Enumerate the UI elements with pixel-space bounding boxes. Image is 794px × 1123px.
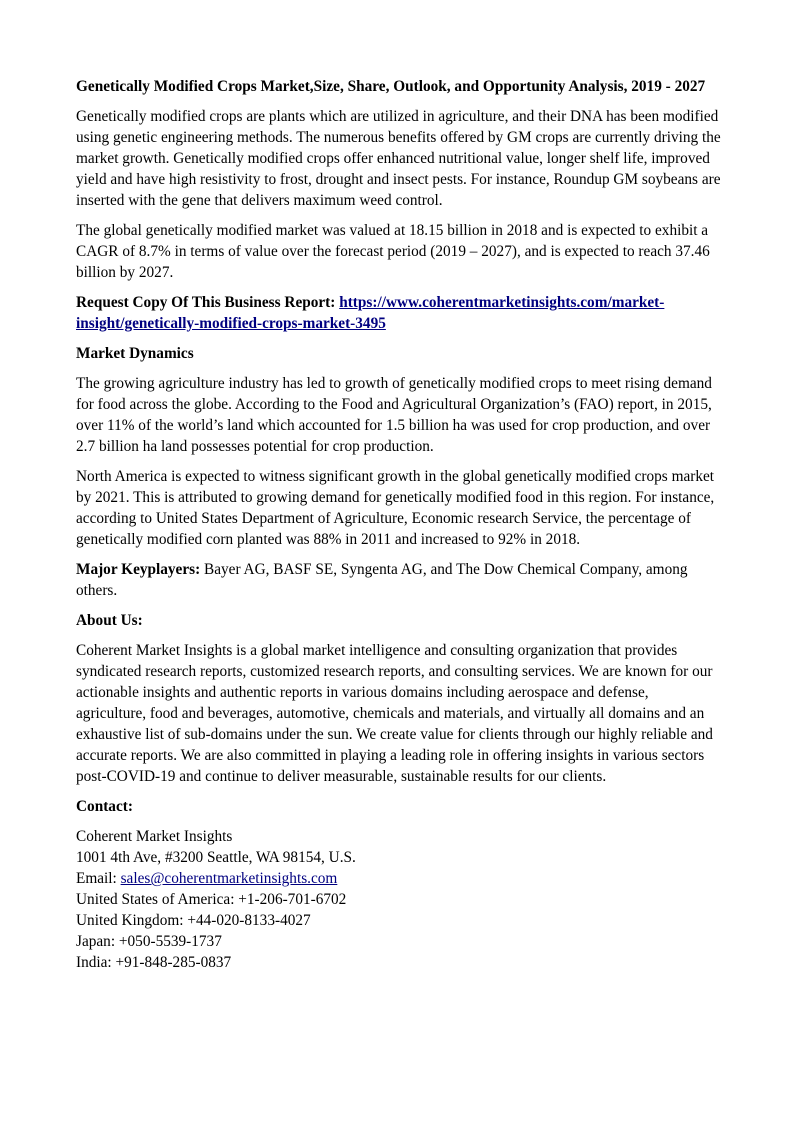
contact-email-label: Email:	[76, 870, 121, 887]
contact-phone-japan: Japan: +050-5539-1737	[76, 933, 222, 950]
document-page	[76, 76, 722, 973]
market-value-paragraph: The global genetically modified market was valued at 18.15 billion in 2018 and is expected to exhibit a CAGR of 8.7% in terms of value over the forecast period (2019 – 2027), and is expected to reach 37.46 billion by 2027.	[76, 222, 710, 281]
contact-phone-uk: United Kingdom: +44-020-8133-4027	[76, 912, 311, 929]
intro-paragraph: Genetically modified crops are plants which are utilized in agriculture, and their DNA has been modified using genetic engineering methods. The numerous benefits offered by GM crops are currently driving the market growth. Genetically modified crops offer enhanced nutritional value, longer shelf life, improved yield and have high resistivity to frost, drought and insect pests. For instance, Roundup GM soybeans are inserted with the gene that delivers maximum weed control.	[76, 108, 721, 209]
about-heading: About Us:	[76, 612, 143, 629]
contact-email-line	[76, 868, 722, 889]
contact-phone-india: India: +91-848-285-0837	[76, 954, 232, 971]
keyplayers-text: Bayer AG, BASF SE, Syngenta AG, and The Dow Chemical Company, among others.	[76, 561, 688, 599]
document-title: Genetically Modified Crops Market,Size, Share, Outlook, and Opportunity Analysis, 2019 - 2027	[76, 78, 706, 95]
keyplayers-paragraph	[76, 559, 722, 601]
contact-address: 1001 4th Ave, #3200 Seattle, WA 98154, U.S.	[76, 849, 356, 866]
contact-heading: Contact:	[76, 798, 133, 815]
market-dynamics-paragraph-2: North America is expected to witness significant growth in the global genetically modified crops market by 2021. This is attributed to growing demand for genetically modified food in this region. For instance, according to United States Department of Agriculture, Economic research Service, the percentage of genetically modified corn planted was 88% in 2011 and increased to 92% in 2018.	[76, 468, 715, 548]
market-dynamics-paragraph-1: The growing agriculture industry has led to growth of genetically modified crops to meet rising demand for food across the globe. According to the Food and Agricultural Organization’s (FAO) report, in 2015, over 11% of the world’s land which accounted for 1.5 billion ha was used for crop production, and over 2.7 billion ha land possesses potential for crop production.	[76, 375, 712, 455]
keyplayers-label: Major Keyplayers:	[76, 561, 201, 578]
contact-company: Coherent Market Insights	[76, 828, 233, 845]
request-copy-line	[76, 292, 722, 334]
about-paragraph: Coherent Market Insights is a global market intelligence and consulting organization that provides syndicated research reports, customized research reports, and consulting services. We are known for our actionable insights and authentic reports in various domains including aerospace and defense, agriculture, food and beverages, automotive, chemicals and materials, and virtually all domains and an exhaustive list of sub-domains under the sun. We create value for clients through our highly reliable and accurate reports. We are also committed in playing a leading role in offering insights in various sectors post-COVID-19 and continue to deliver measurable, sustainable results for our clients.	[76, 642, 713, 785]
request-copy-label: Request Copy Of This Business Report:	[76, 294, 340, 311]
contact-phone-usa: United States of America: +1-206-701-6702	[76, 891, 347, 908]
market-dynamics-heading: Market Dynamics	[76, 345, 194, 362]
report-link[interactable]: https://www.coherentmarketinsights.com/market-insight/genetically-modified-crops-market-3495	[76, 294, 665, 332]
contact-block	[76, 826, 722, 973]
contact-email-link[interactable]: sales@coherentmarketinsights.com	[120, 870, 338, 887]
